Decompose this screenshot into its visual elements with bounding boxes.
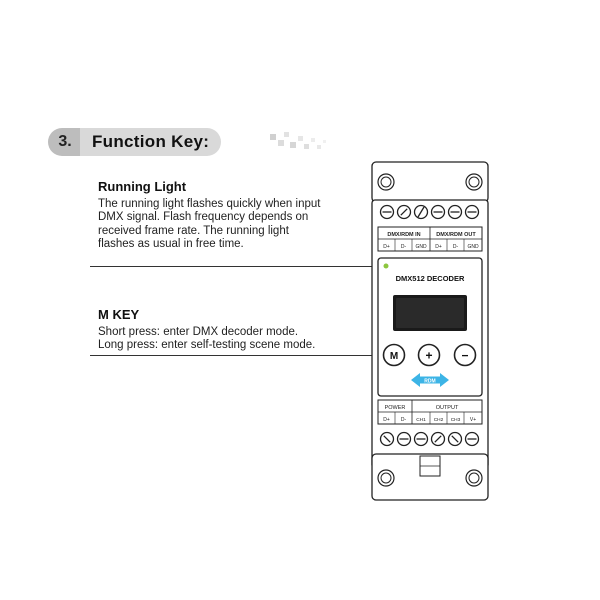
pin-label: CH2 bbox=[433, 418, 444, 423]
running-light-line: received frame rate. The running light bbox=[98, 224, 289, 237]
running-light-line: The running light flashes quickly when input bbox=[98, 197, 321, 210]
screw-icon bbox=[398, 206, 411, 219]
mounting-hole-icon bbox=[378, 470, 394, 486]
pin-label: D+ bbox=[435, 244, 442, 250]
running-light-line: flashes as usual in free time. bbox=[98, 238, 244, 251]
minus-icon: − bbox=[461, 348, 469, 363]
top-terminal-labels bbox=[378, 227, 482, 251]
pin-label: V+ bbox=[469, 417, 477, 423]
screw-icon bbox=[398, 433, 411, 446]
output-label: OUTPUT bbox=[435, 405, 459, 411]
screw-icon bbox=[449, 433, 462, 446]
screw-icon bbox=[432, 206, 445, 219]
rdm-label: RDM bbox=[424, 378, 436, 385]
front-panel bbox=[378, 258, 482, 396]
top-mounting-tab bbox=[372, 162, 488, 202]
m-key-button[interactable] bbox=[384, 345, 405, 366]
plus-button[interactable] bbox=[419, 345, 440, 366]
running-light-led bbox=[384, 264, 389, 269]
section-number: 3. bbox=[48, 128, 82, 156]
plus-icon: + bbox=[425, 348, 433, 363]
m-key-leader-line bbox=[90, 355, 380, 356]
bottom-terminal-labels bbox=[378, 400, 482, 424]
running-light-title: Running Light bbox=[98, 179, 187, 194]
mounting-hole-icon bbox=[466, 470, 482, 486]
screw-icon bbox=[449, 206, 462, 219]
screw-icon bbox=[415, 433, 428, 446]
screw-icon bbox=[466, 433, 479, 446]
running-light-leader-line bbox=[90, 266, 384, 267]
bottom-mounting-tab bbox=[372, 454, 488, 500]
mounting-hole-icon bbox=[378, 174, 394, 190]
m-key-section bbox=[98, 308, 315, 353]
dmx-out-label: DMX/RDM OUT bbox=[436, 232, 476, 238]
pin-label: D- bbox=[400, 244, 407, 250]
pin-label: D+ bbox=[383, 417, 390, 423]
pin-label: GND bbox=[415, 244, 427, 250]
running-light-section bbox=[98, 180, 320, 252]
section-title: Function Key: bbox=[80, 128, 221, 156]
m-key-label: M bbox=[389, 351, 399, 362]
mounting-hole-icon bbox=[466, 174, 482, 190]
panel-title: DMX512 DECODER bbox=[395, 274, 465, 283]
pin-label: CH3 bbox=[450, 418, 461, 423]
minus-button[interactable] bbox=[455, 345, 476, 366]
screw-icon bbox=[381, 206, 394, 219]
dmx-decoder-device bbox=[360, 160, 500, 510]
running-light-line: DMX signal. Flash frequency depends on bbox=[98, 211, 309, 224]
decorative-pixel-pattern bbox=[270, 130, 330, 154]
display-screen bbox=[396, 298, 464, 328]
m-key-line: Long press: enter self-testing scene mode. bbox=[98, 339, 316, 352]
screw-icon bbox=[415, 206, 428, 219]
power-label: POWER bbox=[384, 405, 406, 411]
pin-label: GND bbox=[467, 244, 479, 250]
screw-icon bbox=[381, 433, 394, 446]
m-key-title: M KEY bbox=[98, 307, 140, 322]
section-header bbox=[48, 128, 288, 158]
pin-label: D- bbox=[400, 417, 407, 423]
pin-label: D+ bbox=[383, 244, 390, 250]
pin-label: CH1 bbox=[416, 418, 426, 423]
dmx-in-label: DMX/RDM IN bbox=[387, 232, 421, 238]
screw-icon bbox=[466, 206, 479, 219]
pin-label: D- bbox=[452, 244, 459, 250]
screw-icon bbox=[432, 433, 445, 446]
m-key-line: Short press: enter DMX decoder mode. bbox=[98, 325, 299, 338]
